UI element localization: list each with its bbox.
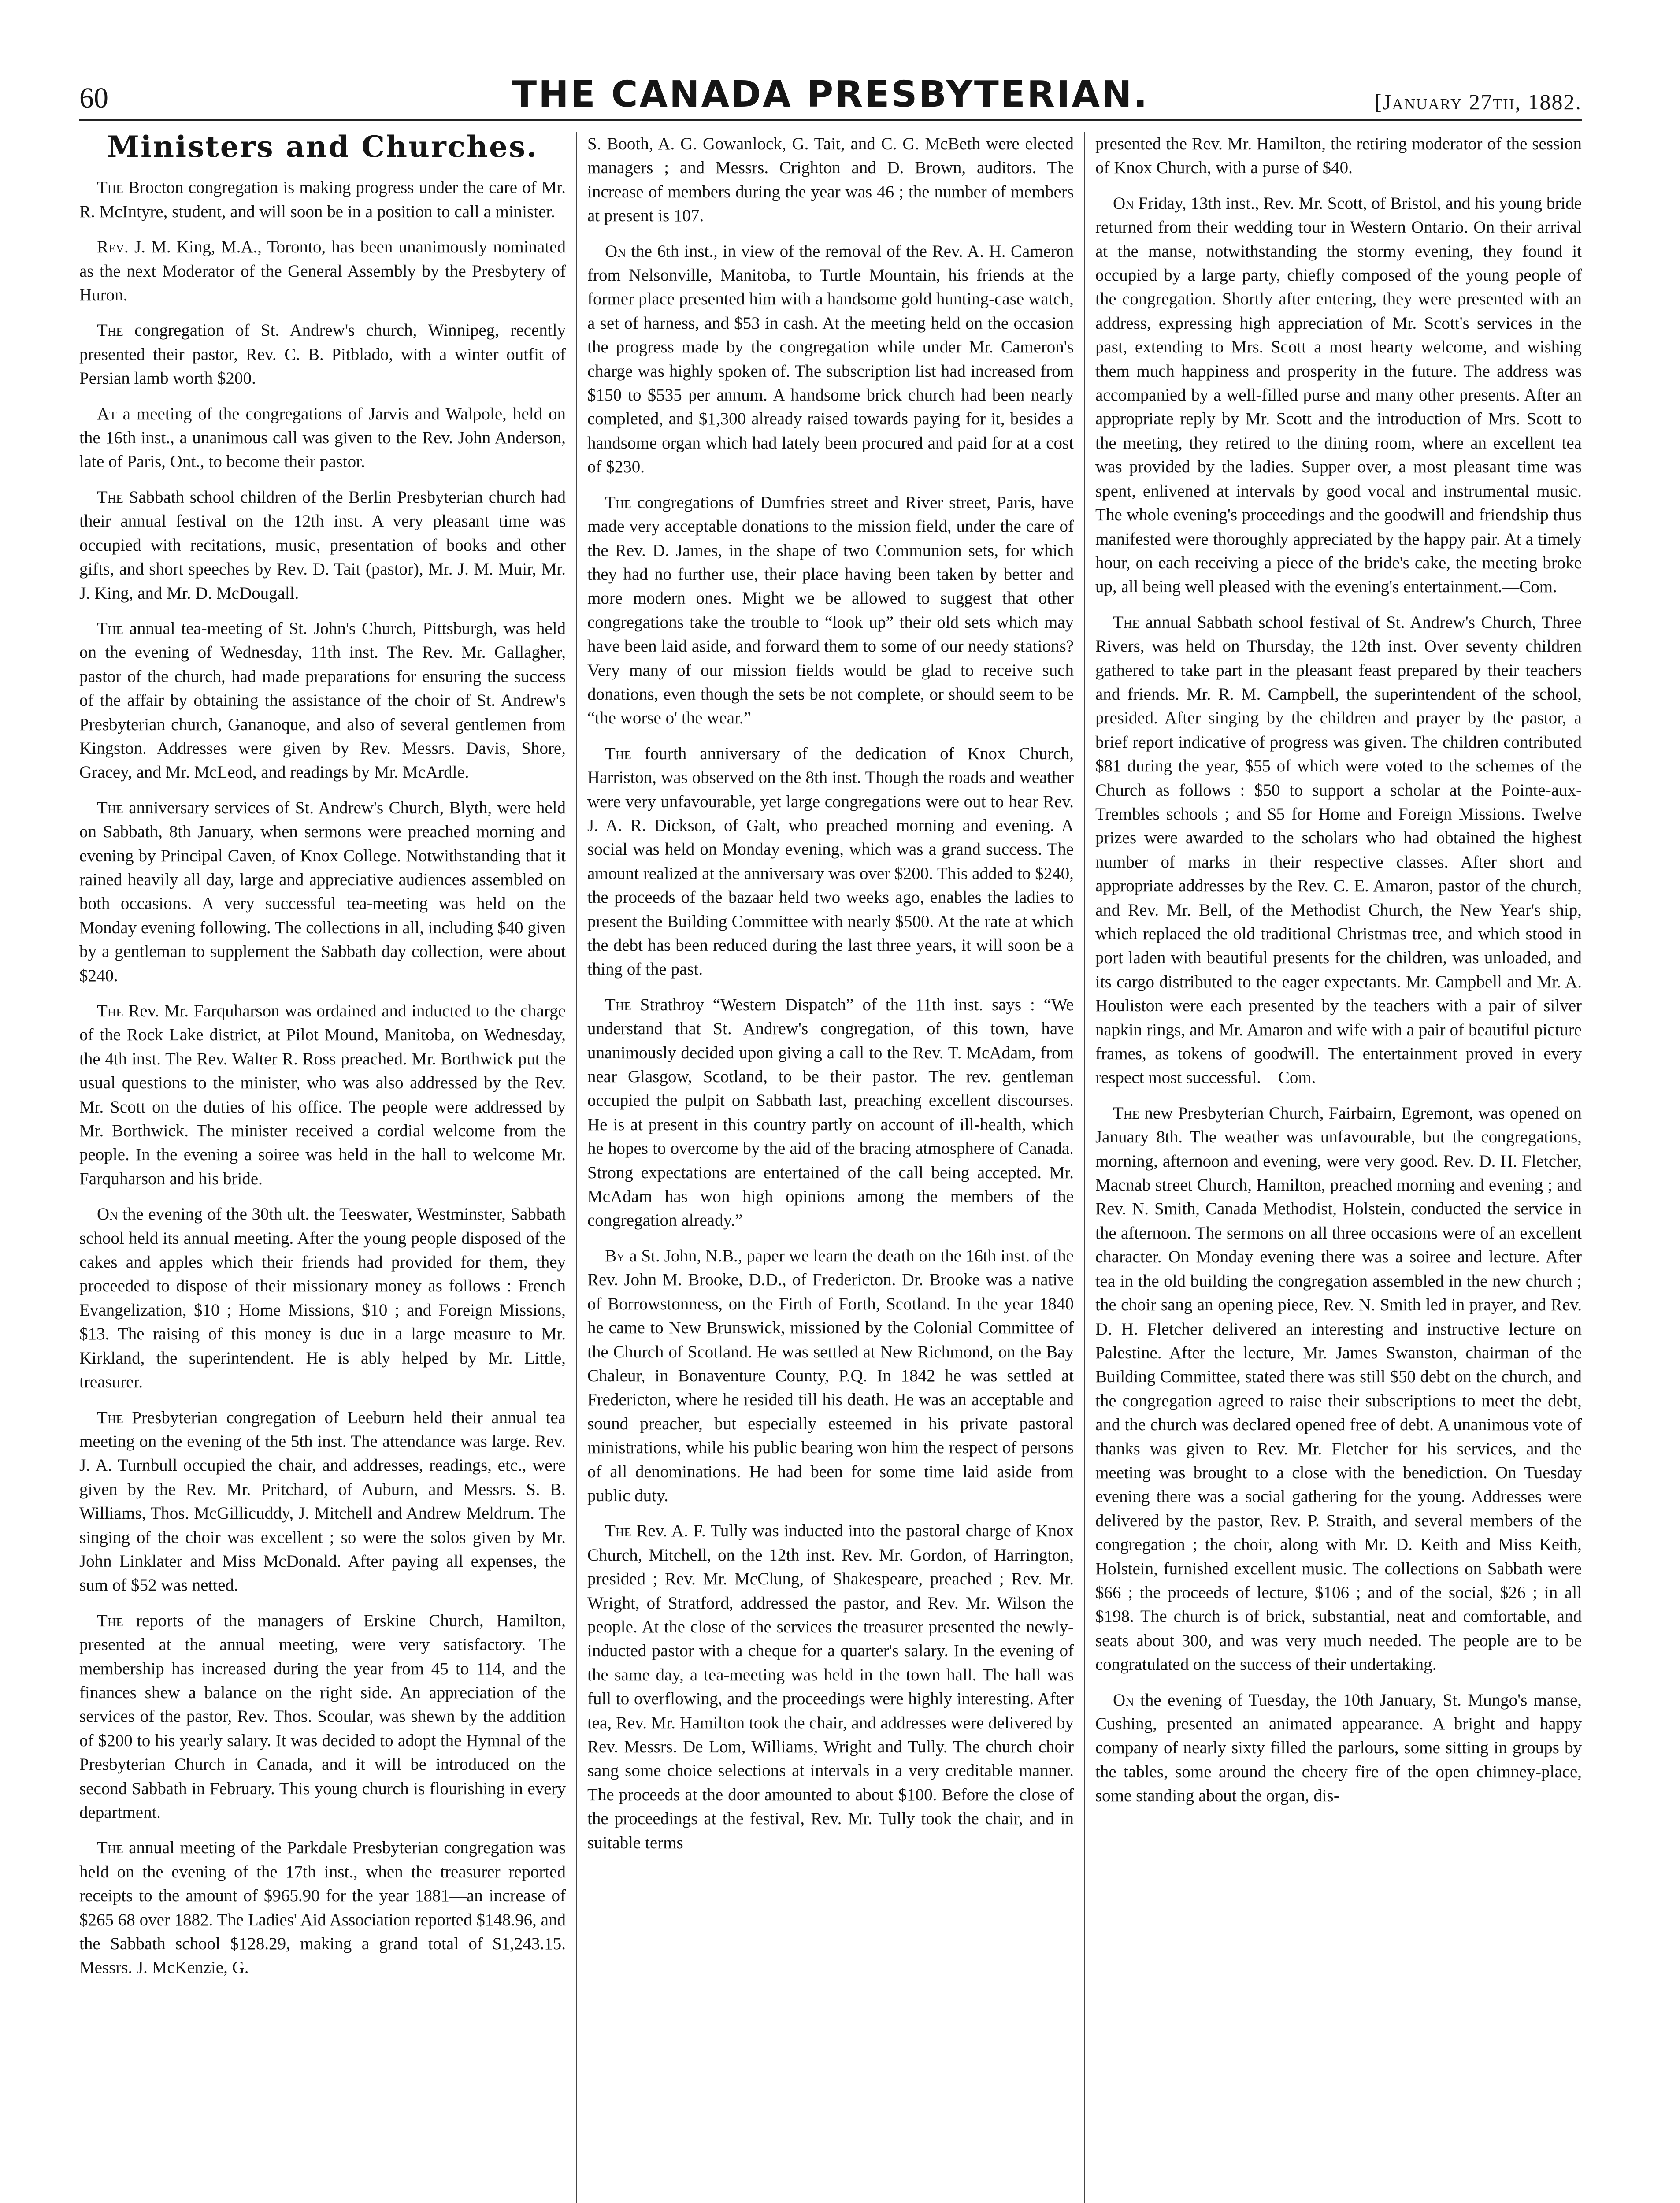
item-lead-word: The — [97, 178, 123, 197]
column-3 — [1095, 132, 1582, 2203]
item-lead-word: The — [1113, 612, 1139, 632]
item-lead-word: The — [97, 321, 123, 340]
item-text: congregations of Dumfries street and River street, Paris, have made very acceptable donations to the mission field, under the care of the Rev. D. James, in the shape of two Communion sets, for which they had no further use, their place having been taken by better and more modern ones. Might we be allowed to suggest that other congregations take the trouble to “look up” their old sets which may have been laid aside, and forward them to some of our needy stations? Very many of our mission fields would be glad to receive such donations, even though the sets be not complete, or should seem to be “the worse o' the wear.” — [587, 493, 1074, 728]
item-text: a meeting of the congregations of Jarvis and Walpole, held on the 16th inst., a unanimous call was given to the Rev. John Anderson, late of Paris, Ont., to become their pastor. — [79, 404, 566, 471]
item-lead-word: Rev. — [97, 237, 129, 257]
item-lead-word: The — [605, 744, 631, 763]
item-text: the evening of Tuesday, the 10th January, St. Mungo's manse, Cushing, presented an animated appearance. A bright and happy company of nearly sixty filled the parlours, some sitting in groups by the tables, some around the cheery fire of the open chimney-place, some standing about the organ, dis- — [1095, 1690, 1582, 1806]
news-item — [587, 491, 1074, 731]
item-lead-word: On — [97, 1205, 118, 1224]
news-item — [1095, 132, 1582, 180]
item-text: Rev. Mr. Farquharson was ordained and inducted to the charge of the Rock Lake district, at Pilot Mound, Manitoba, on Wednesday, the 4th inst. The Rev. Walter R. Ross preached. Mr. Borthwick put the usual questions to the minister, who was also addressed by the Rev. Mr. Scott on the duties of his office. The people were addressed by Mr. Borthwick. The minister received a cordial welcome from the people. In the evening a soiree was held in the hall to welcome Mr. Farquharson and his bride. — [79, 1001, 566, 1188]
news-item — [1095, 1688, 1582, 1808]
item-text: presented the Rev. Mr. Hamilton, the retiring moderator of the session of Knox Church, with a purse of $40. — [1095, 134, 1582, 178]
news-item — [587, 993, 1074, 1233]
page-number: 60 — [79, 82, 108, 114]
issue-date: [January 27th, 1882. — [1374, 89, 1582, 114]
item-lead-word: The — [605, 1521, 631, 1541]
news-item — [79, 402, 566, 474]
news-item — [79, 1836, 566, 1980]
news-item — [79, 319, 566, 390]
news-item — [587, 132, 1074, 228]
news-item — [79, 486, 566, 605]
news-item — [587, 742, 1074, 982]
news-item — [587, 240, 1074, 479]
item-lead-word: On — [1113, 1690, 1134, 1710]
item-text: reports of the managers of Erskine Church, Hamilton, presented at the annual meeting, were very satisfactory. The membership has increased during the year from 45 to 114, and the finances shew a balance on the right side. An appreciation of the services of the pastor, Rev. Thos. Scoular, was shewn by the addition of $200 to his yearly salary. It was decided to adopt the Hymnal of the Presbyterian Church in Canada, and it will be introduced on the second Sabbath in February. This young church is flourishing in every department. — [79, 1611, 566, 1822]
item-lead-word: By — [605, 1246, 625, 1265]
item-lead-word: The — [97, 619, 123, 638]
item-text: annual Sabbath school festival of St. Andrew's Church, Three Rivers, was held on Thursday, the 12th inst. Over seventy children gathered to take part in the pleasant feast prepared by their teachers and friends. Mr. R. M. Campbell, the superintendent of the school, presided. After singing by the children and prayer by the pastor, a brief report indicative of progress was given. The children contributed $81 during the year, $55 of which were voted to the schemes of the Church as follows : $50 to support a scholar at the Pointe-aux-Trembles schools ; and $5 for Home and Foreign Missions. Twelve prizes were awarded to the scholars who had obtained the highest number of marks in their respective classes. After short and appropriate addresses by the Rev. C. E. Amaron, pastor of the church, and Rev. Mr. Bell, of the Methodist Church, the New Year's ship, which replaced the old traditional Christmas tree, and which stood in port laden with beautiful presents for the children, was unloaded, and its cargo distributed to the eager expectants. Mr. Campbell and Mr. A. Houliston were each presented by the teachers with a pair of silver napkin rings, and Mr. Amaron and wife with a pair of beautiful picture frames, as tokens of goodwill. The entertainment proved in every respect most successful.—Com. — [1095, 612, 1582, 1087]
column-divider — [576, 132, 577, 2203]
page-header — [79, 74, 1582, 121]
item-text: Sabbath school children of the Berlin Presbyterian church had their annual festival on the 12th inst. A very pleasant time was occupied with recitations, music, presentation of books and other gifts, and short speeches by Rev. D. Tait (pastor), Mr. J. M. Muir, Mr. J. King, and Mr. D. McDougall. — [79, 487, 566, 603]
news-item — [79, 796, 566, 988]
news-item — [79, 1609, 566, 1825]
item-lead-word: The — [605, 493, 631, 512]
section-heading: Ministers and Churches. — [79, 135, 566, 166]
item-text: the evening of the 30th ult. the Teeswater, Westminster, Sabbath school held its annual meeting. After the young people disposed of the cakes and apples which their friends had provided for them, they proceeded to dispose of their missionary money as follows : French Evangelization, $10 ; Home Missions, $10 ; and Foreign Missions, $13. The raising of this money is due in a large measure to Mr. Kirkland, the superintendent. He is ably helped by Mr. Little, treasurer. — [79, 1205, 566, 1392]
item-text: annual meeting of the Parkdale Presbyterian congregation was held on the evening of the 17th inst., when the treasurer reported receipts to the amount of $965.90 for the year 1881—an increase of $265 68 over 1882. The Ladies' Aid Association reported $148.96, and the Sabbath school $128.29, making a grand total of $1,243.15. Messrs. J. McKenzie, G. — [79, 1838, 566, 1977]
item-lead-word: The — [1113, 1103, 1139, 1123]
item-text: anniversary services of St. Andrew's Church, Blyth, were held on Sabbath, 8th January, when sermons were preached morning and evening by Principal Caven, of Knox College. Notwithstanding that it rained heavily all day, large and appreciative audiences assembled on both occasions. A very successful tea-meeting was held on the Monday evening following. The collections in all, including $40 given by a gentleman to supplement the Sabbath day collection, were about $240. — [79, 798, 566, 985]
item-lead-word: On — [605, 241, 626, 261]
item-text: a St. John, N.B., paper we learn the death on the 16th inst. of the Rev. John M. Brooke, D.D., of Fredericton. Dr. Brooke was a native of Borrowstonness, on the Firth of Forth, Scotland. In the year 1840 he came to New Brunswick, missioned by the Colonial Committee of the Church of Scotland. He was settled at New Richmond, on the Bay Chaleur, in Bonaventure County, P.Q. In 1842 he was settled at Fredericton, where he resided till his death. He was an acceptable and sound preacher, but especially esteemed in his private pastoral ministrations, while his public bearing won him the respect of persons of all denominations. He had been for some time laid aside from public duty. — [587, 1246, 1074, 1505]
item-text: the 6th inst., in view of the removal of the Rev. A. H. Cameron from Nelsonville, Manitoba, to Turtle Mountain, his friends at the former place presented him with a handsome gold hunting-case watch, a set of harness, and $53 in cash. At the meeting held on the occasion the progress made by the congregation while under Mr. Cameron's charge was highly spoken of. The subscription list had increased from $150 to $535 per annum. A handsome brick church had been nearly completed, and $1,300 already raised towards paying for it, besides a handsome organ which had lately been procured and paid for at a cost of $230. — [587, 241, 1074, 477]
news-item — [79, 617, 566, 785]
news-item — [79, 999, 566, 1191]
item-lead-word: The — [97, 798, 123, 817]
item-text: S. Booth, A. G. Gowanlock, G. Tait, and C. G. McBeth were elected managers ; and Messrs. Crighton and D. Brown, auditors. The increase of members during the year was 46 ; the number of members at present is 107. — [587, 134, 1074, 226]
column-divider — [1084, 132, 1085, 2203]
item-text: congregation of St. Andrew's church, Winnipeg, recently presented their pastor, Rev. C. B. Pitblado, with a winter outfit of Persian lamb worth $200. — [79, 321, 566, 388]
item-lead-word: The — [97, 1611, 123, 1630]
news-item — [1095, 1102, 1582, 1677]
news-item — [587, 1519, 1074, 1855]
item-lead-word: The — [97, 1838, 123, 1858]
item-lead-word: At — [97, 404, 117, 423]
news-item — [79, 176, 566, 224]
item-text: Presbyterian congregation of Leeburn held their annual tea meeting on the evening of the 5th inst. The attendance was large. Rev. J. A. Turnbull occupied the chair, and addresses, readings, etc., were given by the Rev. Mr. Pritchard, of Auburn, and Messrs. S. B. Williams, Thos. McGillicuddy, J. Mitchell and Andrew Meldrum. The singing of the choir was excellent ; so were the solos given by Mr. John Linklater and Miss McDonald. After paying all expenses, the sum of $52 was netted. — [79, 1408, 566, 1595]
item-lead-word: The — [97, 487, 123, 507]
news-item — [79, 235, 566, 307]
news-item — [79, 1406, 566, 1598]
column-1 — [79, 132, 566, 2203]
item-lead-word: On — [1113, 193, 1134, 213]
item-text: Rev. A. F. Tully was inducted into the pastoral charge of Knox Church, Mitchell, on the 12th inst. Rev. Mr. Gordon, of Harrington, presided ; Rev. Mr. McClung, of Shakespeare, preached ; Rev. Mr. Wright, of Stratford, addressed the pastor, and Rev. Mr. Wilson the people. At the close of the services the treasurer presented the newly-inducted pastor with a cheque for a quarter's salary. In the evening of the same day, a tea-meeting was held in the town hall. The hall was full to overflowing, and the proceedings were highly interesting. After tea, Rev. Mr. Hamilton took the chair, and addresses were delivered by Rev. Messrs. De Lom, Williams, Wright and Tully. The church choir sang some choice selections at intervals in a very creditable manner. The proceeds at the door amounted to about $100. Before the close of the proceedings at the festival, Rev. Mr. Tully took the chair, and in suitable terms — [587, 1521, 1074, 1852]
item-text: fourth anniversary of the dedication of Knox Church, Harriston, was observed on the 8th inst. Though the roads and weather were very unfavourable, yet large congregations were out to hear Rev. J. A. R. Dickson, of Galt, who preached morning and evening. A social was held on Monday evening, which was a grand success. The amount realized at the anniversary was over $200. This added to $240, the proceeds of the bazaar held two weeks ago, enables the ladies to present the Building Committee with nearly $500. At the rate at which the debt has been reduced during the last three years, it will soon be a thing of the past. — [587, 744, 1074, 979]
item-lead-word: The — [605, 995, 631, 1014]
item-text: new Presbyterian Church, Fairbairn, Egremont, was opened on January 8th. The weather was unfavourable, but the congregations, morning, afternoon and evening, were very good. Rev. D. H. Fletcher, Macnab street Church, Hamilton, preached morning and evening ; and Rev. N. Smith, Canada Methodist, Holstein, conducted the service in the afternoon. The sermons on all three occasions were of an excellent character. On Monday evening there was a soiree and lecture. After tea in the old building the congregation assembled in the new church ; the choir sang an opening piece, Rev. N. Smith led in prayer, and Rev. D. H. Fletcher delivered an interesting and instructive lecture on Palestine. After the lecture, Mr. James Swanston, chairman of the Building Committee, stated there was still $50 debt on the church, and the congregation agreed to raise their subscriptions to meet the debt, and the church was declared opened free of debt. A unanimous vote of thanks was given to Rev. Mr. Fletcher for his services, and the meeting was brought to a close with the benediction. On Tuesday evening there was a social gathering for the young. Addresses were delivered by the pastor, Rev. P. Straith, and several members of the congregation ; the choir, along with Mr. D. Keith and Miss Keith, Holstein, furnished excellent music. The collections on Sabbath were $66 ; the proceeds of lecture, $106 ; and of the social, $26 ; in all $198. The church is of brick, substantial, neat and comfortable, and seats about 300, and was very much needed. The people are to be congratulated on the success of their undertaking. — [1095, 1103, 1582, 1674]
news-item — [1095, 192, 1582, 599]
column-2 — [587, 132, 1074, 2203]
masthead-title: THE CANADA PRESBYTERIAN. — [512, 74, 1149, 115]
item-text: J. M. King, M.A., Toronto, has been unanimously nominated as the next Moderator of the General Assembly by the Presbytery of Huron. — [79, 237, 566, 305]
item-text: annual tea-meeting of St. John's Church, Pittsburgh, was held on the evening of Wednesday, 11th inst. The Rev. Mr. Gallagher, pastor of the church, had made preparations for ensuring the success of the affair by obtaining the assistance of the choir of St. Andrew's Presbyterian church, Gananoque, and also of several gentlemen from Kingston. Addresses were given by Rev. Messrs. Davis, Shore, Gracey, and Mr. McLeod, and readings by Mr. McArdle. — [79, 619, 566, 782]
item-text: Strathroy “Western Dispatch” of the 11th inst. says : “We understand that St. Andrew's congregation, of this town, have unanimously decided upon giving a call to the Rev. T. McAdam, from near Glasgow, Scotland, to be their pastor. The rev. gentleman occupied the pulpit on Sabbath last, preaching excellent discourses. He is at present in this country partly on account of ill-health, which he hopes to overcome by the aid of the bracing atmosphere of Canada. Strong expectations are entertained of the call being accepted. Mr. McAdam has won high opinions among the members of the congregation already.” — [587, 995, 1074, 1230]
item-lead-word: The — [97, 1001, 123, 1020]
news-item — [79, 1202, 566, 1394]
news-item — [587, 1244, 1074, 1508]
news-item — [1095, 611, 1582, 1090]
item-lead-word: The — [97, 1408, 123, 1427]
item-text: Friday, 13th inst., Rev. Mr. Scott, of Bristol, and his young bride returned from their wedding tour in Western Ontario. On their arrival at the manse, notwithstanding the stormy evening, they found it occupied by a large party, chiefly composed of the young people of the congregation. Shortly after entering, they were presented with an address, expressing high appreciation of Mr. Scott's services in the past, extending to Mrs. Scott a most hearty welcome, and wishing them much happiness and prosperity in the future. The address was accompanied by a well-filled purse and many other presents. After an appropriate reply by Mr. Scott and the introduction of Mrs. Scott to the meeting, they retired to the dining room, where an excellent tea was provided by the ladies. Supper over, a most pleasant time was spent, enlivened at intervals by good vocal and instrumental music. The whole evening's proceedings and the goodwill and friendship thus manifested were thoroughly appreciated by the happy pair. At a timely hour, on each receiving a piece of the bride's cake, the meeting broke up, all being well pleased with the evening's entertainment.—Com. — [1095, 193, 1582, 597]
item-text: Brocton congregation is making progress under the care of Mr. R. McIntyre, student, and will soon be in a position to call a minister. — [79, 178, 566, 221]
